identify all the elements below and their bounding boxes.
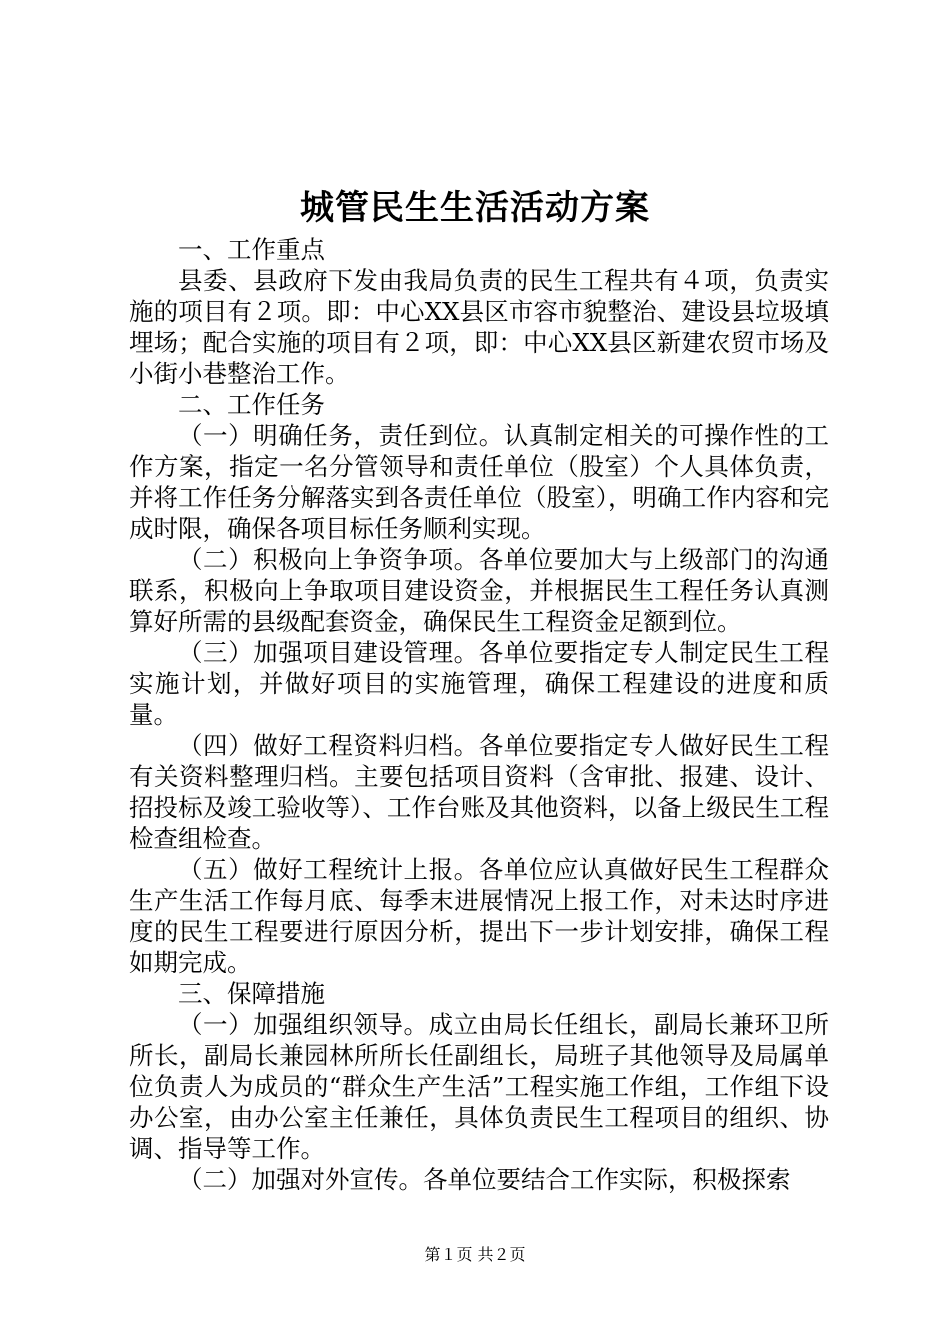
body-paragraph: （二）加强对外宣传。各单位要结合工作实际，积极探索 [178, 1165, 791, 1194]
body-paragraph: （二）积极向上争资争项。各单位要加大与上级部门的沟通联系，积极向上争取项目建设资金，并根据民生工程任务认真测算好所需的县级配套资金，确保民生工程资金足额到位。 [129, 545, 829, 636]
body-paragraph: （三）加强项目建设管理。各单位要指定专人制定民生工程实施计划，并做好项目的实施管理，确保工程建设的进度和质量。 [129, 638, 829, 729]
document-title: 城管民生生活活动方案 [300, 188, 650, 228]
body-paragraph: 县委、县政府下发由我局负责的民生工程共有４项，负责实施的项目有２项。即：中心XX县区市容市貌整治、建设县垃圾填埋场；配合实施的项目有２项，即：中心XX县区新建农贸市场及小街小巷整治工作。 [129, 266, 829, 388]
body-paragraph: （一）明确任务，责任到位。认真制定相关的可操作性的工作方案，指定一名分管领导和责任单位（股室）个人具体负责，并将工作任务分解落实到各责任单位（股室），明确工作内容和完成时限，确保各项目标任务顺利实现。 [129, 421, 829, 543]
page-footer: 第１页 共２页 [424, 1245, 526, 1264]
body-paragraph: （四）做好工程资料归档。各单位要指定专人做好民生工程有关资料整理归档。主要包括项目资料（含审批、报建、设计、招投标及竣工验收等）、工作台账及其他资料，以备上级民生工程检查组检查。 [129, 731, 829, 853]
section-heading: 一、工作重点 [178, 235, 325, 264]
body-paragraph: （五）做好工程统计上报。各单位应认真做好民生工程群众生产生活工作每月底、每季末进展情况上报工作，对未达时序进度的民生工程要进行原因分析，提出下一步计划安排，确保工程如期完成。 [129, 855, 829, 977]
section-heading: 三、保障措施 [178, 979, 325, 1008]
document-body [129, 234, 829, 1195]
body-paragraph: （一）加强组织领导。成立由局长任组长，副局长兼环卫所所长，副局长兼园林所所长任副组长，局班子其他领导及局属单位负责人为成员的“群众生产生活”工程实施工作组，工作组下设办公室，由办公室主任兼任，具体负责民生工程项目的组织、协调、指导等工作。 [129, 1010, 829, 1163]
section-heading: 二、工作任务 [178, 390, 325, 419]
